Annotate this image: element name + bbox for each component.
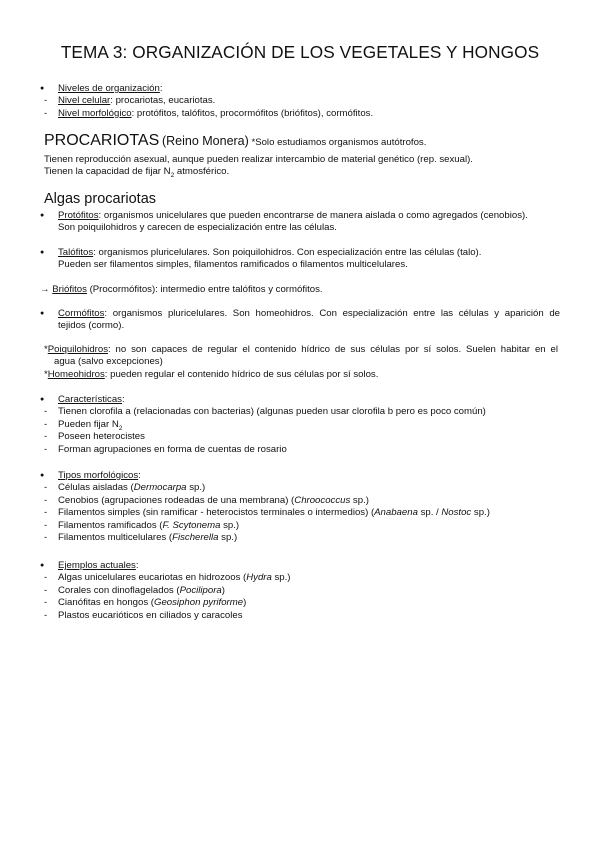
algas-heading-text: Algas procariotas — [44, 191, 157, 207]
talofitos-text2: Pueden ser filamentos simples, filamentos ramificados o filamentos multicelulares. — [58, 259, 408, 271]
caracteristicas-colon: : — [121, 394, 125, 405]
caracteristicas-label: Características — [58, 394, 122, 405]
niveles-bullet — [40, 83, 560, 95]
niveles-section — [40, 83, 560, 120]
dash-marker: - — [44, 418, 48, 430]
species-name: Hydra — [246, 572, 272, 584]
tipo-text: Filamentos simples (sin ramificar - heterocistos terminales o intermedios) ( — [58, 507, 375, 519]
procariotas-section — [44, 131, 564, 179]
caracteristicas-bullet — [40, 394, 560, 406]
nivel-celular-item — [40, 95, 560, 107]
cormofitos-block — [40, 308, 560, 333]
talofitos-text: : organismos pluricelulares. Son poiquilohidros. Con especialización entre las células (talo). — [93, 247, 482, 258]
niveles-colon: : — [159, 83, 163, 94]
nivel-morfologico-item — [40, 108, 560, 120]
tipos-section — [40, 470, 560, 544]
ejemplos-colon: : — [135, 560, 139, 571]
ejemplo-item — [40, 572, 560, 584]
cormofitos-label: Cormófitos — [58, 308, 105, 319]
reino-monera: (Reino Monera) — [161, 134, 249, 148]
ejemplos-section — [40, 560, 560, 622]
briofitos-label: Briófitos — [52, 284, 87, 295]
protofitos-text: : organismos unicelulares que pueden encontrarse de manera aislada o como agregados (cenobios). — [98, 210, 528, 221]
dash-marker: - — [44, 532, 48, 544]
arrow-icon: → — [40, 284, 50, 295]
species-name: F. Scytonema — [162, 519, 221, 531]
tipo-text: sp.) — [218, 532, 238, 544]
dash-marker: - — [44, 609, 48, 621]
caracteristica-item — [40, 406, 560, 418]
tipo-item — [40, 520, 560, 532]
ejemplos-bullet — [40, 560, 560, 572]
ejemplo-text: Algas unicelulares eucariotas en hidrozoos ( — [58, 572, 247, 584]
line2-b: atmosférico. — [174, 166, 230, 178]
talofitos-block — [40, 247, 560, 272]
poiquilohidros-def — [44, 344, 558, 356]
tipo-item — [40, 532, 560, 544]
tipo-text: sp.) — [186, 482, 206, 494]
species-name: Geosiphon pyriforme — [154, 597, 244, 609]
homeohidros-def — [44, 369, 558, 381]
line2-a: Tienen la capacidad de fijar N — [44, 166, 171, 178]
species-name: Fischerella — [172, 532, 219, 544]
definiciones-block — [44, 344, 558, 381]
caracteristica-text: Pueden fijar N — [58, 418, 119, 430]
dash-marker: - — [44, 494, 48, 506]
dash-marker: - — [44, 431, 48, 443]
caracteristica-item — [40, 431, 560, 443]
dash-marker: - — [44, 584, 48, 596]
tipo-text: sp. / — [417, 507, 442, 519]
tipo-item — [40, 495, 560, 507]
caracteristicas-section — [40, 394, 560, 456]
homeo-star: * — [44, 368, 48, 380]
talofitos-bullet — [40, 247, 560, 259]
poiquilohidros-text2: agua (salvo excepciones) — [54, 356, 163, 368]
ejemplo-item — [40, 610, 560, 622]
dash-marker: - — [44, 107, 48, 119]
poiq-star: * — [44, 344, 48, 355]
caracteristica-item — [40, 444, 560, 456]
species-name: Pocilipora — [179, 584, 222, 596]
cormofitos-text: : organismos pluricelulares. Son homeohidros. Con especialización entre las células y aparición de — [104, 308, 560, 319]
dash-marker: - — [44, 507, 48, 519]
procariotas-line2 — [44, 166, 564, 178]
ejemplo-text: Corales con dinoflagelados ( — [58, 584, 180, 596]
homeohidros-text: : pueden regular el contenido hídrico de sus células por sí solos. — [104, 368, 379, 380]
briofitos-block — [40, 284, 560, 296]
species-name: Dermocarpa — [133, 482, 187, 494]
dash-marker: - — [44, 572, 48, 584]
homeohidros-label: Homeohidros — [47, 368, 105, 380]
tipo-text: sp.) — [350, 494, 369, 506]
cormofitos-text2: tejidos (cormo). — [58, 320, 125, 332]
caracteristica-item — [40, 419, 560, 431]
protofitos-text2: Son poiquilohidros y carecen de especialización entre las células. — [58, 222, 337, 234]
procariotas-line1: Tienen reproducción asexual, aunque pueden realizar intercambio de material genético (rep. sexual). — [44, 154, 473, 165]
tipo-text: sp.) — [220, 519, 240, 531]
dash-marker: - — [44, 406, 48, 418]
caracteristica-text: Tienen clorofila a (relacionadas con bacterias) (algunas pueden usar clorofila b pero es poco común) — [58, 406, 486, 418]
line2-sub: 2 — [170, 172, 175, 180]
poiquilohidros-label: Poiquilohidros — [47, 344, 108, 355]
species-name: Chroococcus — [294, 494, 351, 506]
tipo-text: Cenobios (agrupaciones rodeadas de una membrana) ( — [58, 494, 295, 506]
ejemplo-text: Cianófitas en hongos ( — [58, 597, 154, 609]
tipo-item — [40, 482, 560, 494]
talofitos-label: Talófitos — [58, 247, 94, 258]
procariotas-heading: PROCARIOTAS — [44, 132, 160, 149]
dash-marker: - — [44, 519, 48, 531]
caracteristica-text: Forman agrupaciones en forma de cuentas de rosario — [58, 443, 287, 455]
nivel-celular-text: : procariotas, eucariotas. — [110, 95, 216, 107]
tipo-item — [40, 507, 560, 519]
protofitos-label: Protófitos — [58, 210, 99, 221]
ejemplo-text: ) — [243, 597, 247, 609]
nivel-morfologico-label: Nivel morfológico — [58, 107, 132, 119]
nivel-morfologico-text: : protófitos, talófitos, procormófitos (briófitos), cormófitos. — [131, 107, 374, 119]
poiquilohidros-text: : no son capaces de regular el contenido hídrico de sus células por sí solos. Suelen habitar en el — [108, 344, 558, 355]
procariotas-note: *Solo estudiamos organismos autótrofos. — [251, 137, 427, 148]
subscript-2: 2 — [118, 424, 123, 432]
cormofitos-bullet — [40, 308, 560, 320]
tipos-colon: : — [138, 470, 141, 481]
species-name: Nostoc — [441, 507, 472, 519]
tipo-text: Células aisladas ( — [58, 482, 134, 494]
ejemplo-text: sp.) — [271, 572, 291, 584]
procariotas-heading-line — [44, 131, 564, 151]
algas-heading — [44, 190, 564, 208]
ejemplo-text: Plastos eucarióticos en ciliados y caracoles — [58, 609, 243, 621]
tipo-text: Filamentos multicelulares ( — [58, 532, 173, 544]
protofitos-bullet — [40, 210, 560, 222]
dash-marker: - — [44, 482, 48, 494]
tipo-text: sp.) — [471, 507, 490, 519]
protofitos-block — [40, 210, 560, 235]
dash-marker: - — [44, 95, 48, 107]
ejemplo-text: ) — [221, 584, 225, 596]
ejemplos-label: Ejemplos actuales — [58, 560, 136, 571]
briofitos-text: (Procormófitos): intermedio entre talófitos y cormófitos. — [86, 284, 323, 295]
species-name: Anabaena — [374, 507, 418, 519]
niveles-label: Niveles de organización — [58, 83, 160, 94]
ejemplo-item — [40, 597, 560, 609]
tipos-bullet — [40, 470, 560, 482]
ejemplo-item — [40, 585, 560, 597]
dash-marker: - — [44, 597, 48, 609]
tipo-text: Filamentos ramificados ( — [58, 519, 163, 531]
dash-marker: - — [44, 443, 48, 455]
page-title: TEMA 3: ORGANIZACIÓN DE LOS VEGETALES Y HONGOS — [60, 42, 540, 62]
tipos-label: Tipos morfológicos — [58, 470, 139, 481]
caracteristica-text: Poseen heterocistes — [58, 431, 145, 443]
nivel-celular-label: Nivel celular — [58, 95, 111, 107]
